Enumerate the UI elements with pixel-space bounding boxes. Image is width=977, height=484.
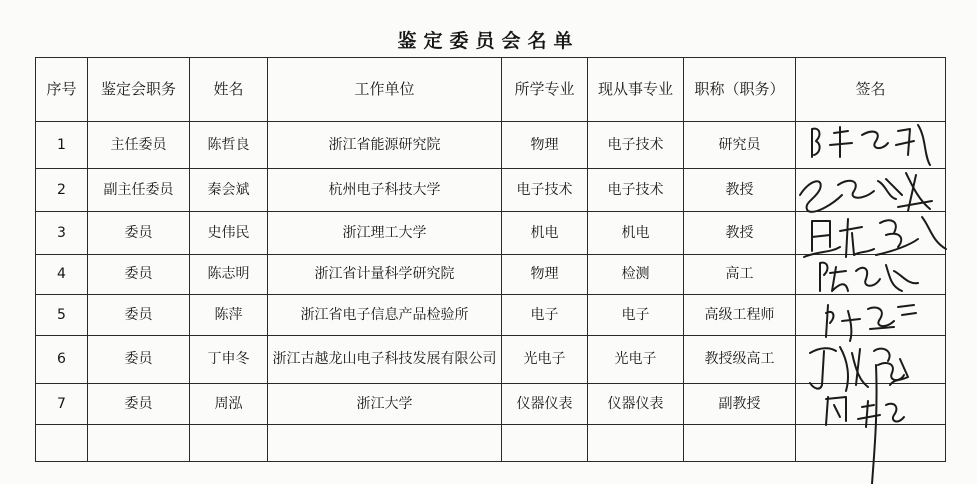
cell-committee-role: 委员 [88,212,190,255]
committee-roster-table [35,57,946,462]
cell-major: 光电子 [502,336,588,384]
cell-committee-role: 委员 [88,384,190,425]
cell-major [502,425,588,462]
cell-professional-title [684,425,796,462]
header-professional-title: 职称（职务） [684,58,796,122]
cell-employer: 浙江大学 [268,384,502,425]
cell-index: 3 [36,212,88,255]
cell-index: 1 [36,122,88,169]
cell-current-field: 机电 [588,212,684,255]
header-signature: 签名 [796,58,946,122]
cell-name: 陈萍 [190,295,268,336]
cell-index: 6 [36,336,88,384]
cell-committee-role: 委员 [88,255,190,295]
table-row [36,212,946,255]
header-employer: 工作单位 [268,58,502,122]
cell-professional-title: 高级工程师 [684,295,796,336]
header-committee-role: 鉴定会职务 [88,58,190,122]
cell-current-field: 电子技术 [588,169,684,212]
cell-index: 5 [36,295,88,336]
cell-name [190,425,268,462]
cell-current-field [588,425,684,462]
cell-name: 丁申冬 [190,336,268,384]
cell-index [36,425,88,462]
cell-committee-role [88,425,190,462]
cell-index: 7 [36,384,88,425]
cell-professional-title: 高工 [684,255,796,295]
cell-major: 电子技术 [502,169,588,212]
table-row [36,336,946,384]
header-major: 所学专业 [502,58,588,122]
table-header-row [36,58,946,122]
cell-name: 秦会斌 [190,169,268,212]
cell-professional-title: 副教授 [684,384,796,425]
cell-current-field: 电子技术 [588,122,684,169]
cell-major: 电子 [502,295,588,336]
header-current-field: 现从事专业 [588,58,684,122]
cell-signature [796,425,946,462]
cell-signature [796,169,946,212]
cell-name: 陈哲良 [190,122,268,169]
cell-current-field: 检测 [588,255,684,295]
cell-professional-title: 教授 [684,169,796,212]
cell-professional-title: 教授 [684,212,796,255]
cell-signature [796,255,946,295]
cell-employer [268,425,502,462]
table-row-empty [36,425,946,462]
cell-name: 周泓 [190,384,268,425]
cell-index: 2 [36,169,88,212]
cell-index: 4 [36,255,88,295]
cell-name: 陈志明 [190,255,268,295]
cell-committee-role: 副主任委员 [88,169,190,212]
table-row [36,295,946,336]
cell-employer: 浙江古越龙山电子科技发展有限公司 [268,336,502,384]
cell-major: 物理 [502,255,588,295]
cell-major: 机电 [502,212,588,255]
table-row [36,384,946,425]
page-title: 鉴定委员会名单 [397,30,580,52]
table-row [36,169,946,212]
table-row [36,122,946,169]
cell-employer: 浙江省电子信息产品检验所 [268,295,502,336]
cell-name: 史伟民 [190,212,268,255]
cell-signature [796,122,946,169]
cell-professional-title: 教授级高工 [684,336,796,384]
cell-employer: 杭州电子科技大学 [268,169,502,212]
cell-signature [796,384,946,425]
table-row [36,255,946,295]
header-index: 序号 [36,58,88,122]
cell-current-field: 光电子 [588,336,684,384]
cell-current-field: 仪器仪表 [588,384,684,425]
cell-signature [796,336,946,384]
cell-committee-role: 委员 [88,295,190,336]
cell-employer: 浙江省能源研究院 [268,122,502,169]
cell-current-field: 电子 [588,295,684,336]
cell-major: 仪器仪表 [502,384,588,425]
cell-committee-role: 委员 [88,336,190,384]
cell-professional-title: 研究员 [684,122,796,169]
cell-committee-role: 主任委员 [88,122,190,169]
cell-signature [796,295,946,336]
cell-employer: 浙江理工大学 [268,212,502,255]
cell-major: 物理 [502,122,588,169]
header-name: 姓名 [190,58,268,122]
cell-signature [796,212,946,255]
cell-employer: 浙江省计量科学研究院 [268,255,502,295]
